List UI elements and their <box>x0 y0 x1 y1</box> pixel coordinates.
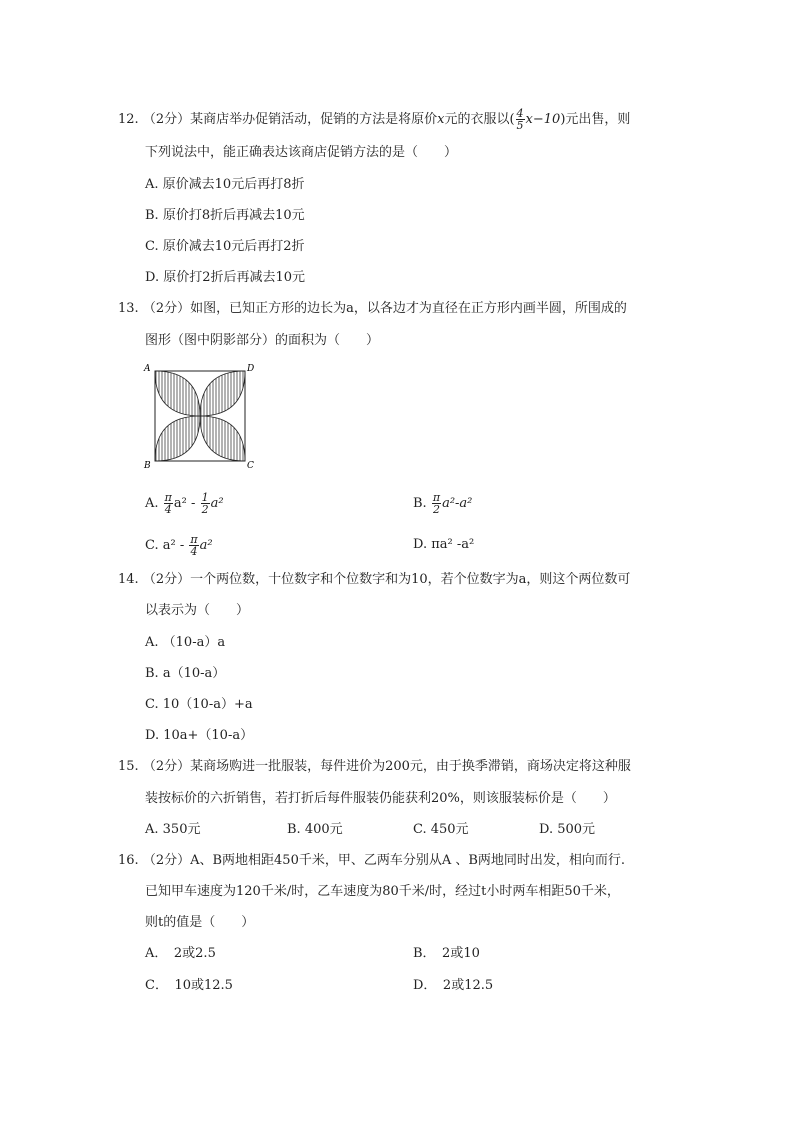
q13-opt-a-frac1 <box>164 492 173 515</box>
figure-label-a: A <box>144 364 151 374</box>
q13-opt-a-pi: π <box>164 491 172 504</box>
petal-bottom-left <box>155 416 200 461</box>
q16-option-a: A． 2或2.5 <box>145 946 216 961</box>
q13-opt-c-frac <box>189 534 198 557</box>
q14-option-d: D. 10a+（10-a） <box>145 728 254 743</box>
q13-opt-c-label: C. a² - <box>145 538 185 553</box>
q13-figure <box>140 362 260 472</box>
q16-text1: （2分）A、B两地相距450千米，甲、乙两车分别从A 、B两地同时出发，相向而行. <box>142 853 626 868</box>
q16-option-c: C． 10或12.5 <box>145 978 233 993</box>
q12-option-a: A. 原价减去10元后再打8折 <box>145 177 305 192</box>
q13-opt-b-frac <box>432 492 441 515</box>
q12-frac-num: 4 <box>516 107 524 120</box>
q14-option-b: B. a（10-a） <box>145 666 226 681</box>
q13-opt-b-pi: π <box>432 491 441 504</box>
q13-text1: （2分）如图，已知正方形的边长为a，以各边才为直径在正方形内画半圆，所围成的 <box>142 301 627 316</box>
q13-opt-a-one: 1 <box>201 491 209 504</box>
q13-opt-c-pi: π <box>190 533 198 546</box>
q12-number: 12. <box>118 112 139 127</box>
petal-left <box>155 371 200 416</box>
q15-option-c: C. 450元 <box>413 822 469 837</box>
q13-line1 <box>118 300 627 318</box>
q14-line1 <box>118 571 630 589</box>
q15-number: 15. <box>118 759 139 774</box>
q14-option-c: C. 10（10-a）+a <box>145 697 253 712</box>
q15-option-b: B. 400元 <box>287 822 343 837</box>
q13-opt-b-label: B. <box>413 496 427 511</box>
q12-line2: 下列说法中，能正确表达该商店促销方法的是（ ） <box>145 145 458 160</box>
q14-text1: （2分）一个两位数，十位数字和个位数字和为10，若个位数字为a，则这个两位数可 <box>142 572 631 587</box>
q14-option-a: A. （10-a）a <box>145 635 226 650</box>
q13-line2: 图形（图中阴影部分）的面积为（ ） <box>145 333 380 348</box>
q12-fraction <box>516 108 525 131</box>
q16-option-d: D． 2或12.5 <box>413 978 494 993</box>
q13-opt-b-tail: a²-a² <box>442 496 473 511</box>
figure-label-c: C <box>247 461 254 471</box>
q13-number: 13. <box>118 301 139 316</box>
q15-line1 <box>118 758 631 776</box>
q15-option-d: D. 500元 <box>539 822 596 837</box>
q16-option-b: B． 2或10 <box>413 946 480 961</box>
q13-option-a <box>145 492 224 515</box>
figure-label-b: B <box>144 461 151 471</box>
q12-text-pre: （2分）某商店举办促销活动，促销的方法是将原价 <box>142 112 438 127</box>
q13-option-d: D. πa² -a² <box>413 537 475 552</box>
q12-option-b: B. 原价打8折后再减去10元 <box>145 208 305 223</box>
q12-line1 <box>118 108 630 131</box>
q16-line1 <box>118 852 625 870</box>
q13-opt-a-frac2 <box>201 492 210 515</box>
q12-option-d: D. 原价打2折后再减去10元 <box>145 270 306 285</box>
q15-option-a: A. 350元 <box>145 822 201 837</box>
q13-option-c <box>145 534 213 557</box>
q13-option-b <box>413 492 472 515</box>
q13-opt-c-tail: a² <box>199 538 213 553</box>
q15-text1: （2分）某商场购进一批服装，每件进价为200元，由于换季滞销，商场决定将这种服 <box>142 759 631 774</box>
q14-line2: 以表示为（ ） <box>145 603 250 618</box>
q12-text-post: )元出售，则 <box>560 112 631 127</box>
q12-text-mid: 元的衣服以( <box>444 112 515 127</box>
q16-line2: 已知甲车速度为120千米/时，乙车速度为80千米/时，经过t小时两车相距50千米， <box>145 884 620 899</box>
petal-right <box>200 371 245 416</box>
q12-expr-tail: x−10 <box>525 112 561 127</box>
q13-opt-b-two: 2 <box>432 503 440 516</box>
petal-bottom-right <box>200 416 245 461</box>
figure-square-group <box>155 371 245 461</box>
figure-label-d: D <box>247 364 255 374</box>
q12-var-x: x <box>437 112 445 127</box>
q13-opt-a-minus: - <box>191 496 196 511</box>
q16-line3: 则t的值是（ ） <box>145 915 255 930</box>
q14-number: 14. <box>118 572 139 587</box>
q13-opt-c-four: 4 <box>190 545 198 558</box>
q16-number: 16. <box>118 853 139 868</box>
q13-opt-a-a2b: a² <box>210 496 224 511</box>
q13-opt-a-two: 2 <box>201 503 209 516</box>
q12-frac-den: 5 <box>516 119 524 132</box>
q13-opt-a-label: A. <box>145 496 159 511</box>
q12-option-c: C. 原价减去10元后再打2折 <box>145 239 305 254</box>
q15-line2: 装按标价的六折销售，若打折后每件服装仍能获利20%，则该服装标价是（ ） <box>145 791 616 806</box>
q13-opt-a-a2: a² <box>173 496 187 511</box>
q13-opt-a-four: 4 <box>164 503 172 516</box>
